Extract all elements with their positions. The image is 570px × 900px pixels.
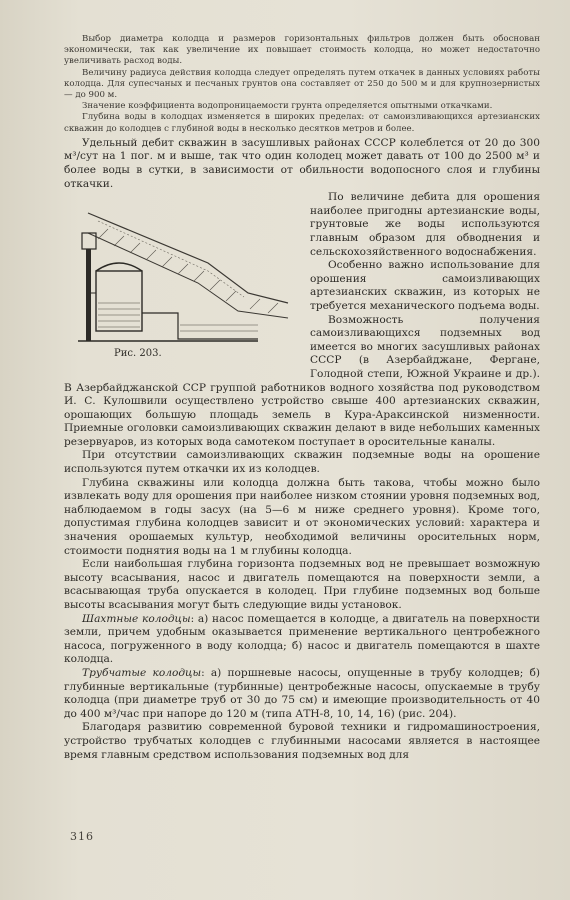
- paragraph-text: : а) насос помещается в колодце, а двигатель на поверхности земли, причем удобным оказывается применение вертикального центробежного насоса, погруженного в воду колодца; б) насос и двигатель помещаются в шахте колодца.: [64, 612, 540, 666]
- small-print-notes: [64, 34, 540, 135]
- paragraph-well-depth: Глубина скважины или колодца должна быть такова, чтобы можно было извлекать воду для орошения при наиболее низком стоянии уровня подземных вод, наблюдаемом в годы засух (на 5—6 м ниже среднего уровня). Кроме того, допустимая глубина колодцев зависит и от экономических условий: характера и значения орошаемых культур, необходимой величины оросительных норм, стоимости поднятия воды на 1 м глубины колодца.: [64, 476, 540, 557]
- note-paragraph: Значение коэффициента водопроницаемости грунта определяется опытными откачками.: [82, 101, 493, 112]
- paragraph-modern-drilling: Благодаря развитию современной буровой техники и гидромашиностроения, устройство трубчатых колодцев с глубинными насосами является в настоящее время главным средством использования подземных вод для: [64, 721, 540, 761]
- term-shaft-wells: Шахтные колодцы: [82, 612, 191, 625]
- paragraph-artesian-wells: Особенно важно использование для орошения самоизливающих артезианских скважин, из которых не требуется механического подъема воды.: [310, 259, 540, 312]
- term-tube-wells: Трубчатые колодцы: [82, 666, 202, 679]
- paragraph-text: Удельный дебит скважин в засушливых районах СССР колеблется от 20 до 300 м³/сут на 1 пог. м и выше, так что один колодец может давать от 100 до 2500 м³ и более воды в сутки, в зависимости от обильности водопосного слоя и глубины откачки.: [64, 136, 540, 190]
- main-text: [64, 137, 540, 762]
- note-paragraph: Величину радиуса действия колодца следует определять путем откачек в данных условиях работы колодца. Для супесчаных и песчаных грунтов она составляет от 250 до 500 м и для крупнозернистых — до 900 м.: [64, 67, 540, 101]
- artesian-well-diagram: [58, 193, 302, 369]
- paragraph-suction-height: Если наибольшая глубина горизонта подземных вод не превышает возможную высоту всасывания, насос и двигатель помещаются на поверхности земли, а всасывающая труба опускается в колодец. При глубине подземных вод больше высоты всасывания могут быть следующие виды установок.: [64, 558, 540, 612]
- note-paragraph: Выбор диаметра колодца и размеров горизонтальных фильтров должен быть обоснован экономически, так как увеличение их повышает стоимость колодца, но может недостаточно увеличивать расход воды.: [64, 34, 540, 67]
- paragraph-text: : а) поршневые насосы, опущенные в трубу колодцев; б) глубинные вертикальные (турбинные) центробежные насосы, опускаемые в трубу колодца (при диаметре труб от 30 до 75 см) и имеющие производительность от 40 до 400 м³/час при напоре до 120 м (типа АТН-8, 10, 14, 16) (рис. 204).: [64, 666, 540, 720]
- paragraph-yield-irrigation: По величине дебита для орошения наиболее пригодны артезианские воды, грунтовые же воды используются главным образом для обводнения и сельскохозяйственного водоснабжения.: [310, 191, 540, 258]
- figure-caption: Рис. 203.: [114, 348, 162, 360]
- note-paragraph: Глубина воды в колодцах изменяется в широких пределах: от самоизливающихся артезианских скважин до колодцев с глубиной воды в несколько десятков метров и более.: [64, 112, 540, 134]
- figure-203: [58, 193, 302, 369]
- paragraph-tube-wells: [64, 667, 540, 721]
- paragraph-self-flowing-regions: Возможность получения самоизливающихся подземных вод имеется во многих засушливых районах СССР (в Азербайджане, Фергане, Голодной степи, Южной Украине и др.). В Азербайджанской ССР группой работников водного хозяйства под руководством И. С. Кулошвили осуществлено устройство свыше 400 артезианских скважин, орошающих большую площадь земель в Кура-Араксинской низменности. Приемные оголовки самоизливающих скважин делают в виде небольших каменных резервуаров, из которых вода самотеком поступает в оросительные каналы.: [64, 313, 540, 448]
- paragraph-specific-yield: [64, 137, 540, 191]
- paragraph-shaft-wells: [64, 613, 540, 667]
- paragraph-pumping: При отсутствии самоизливающих скважин подземные воды на орошение используются путем откачки их из колодцев.: [64, 449, 540, 476]
- page-number: 316: [70, 830, 94, 843]
